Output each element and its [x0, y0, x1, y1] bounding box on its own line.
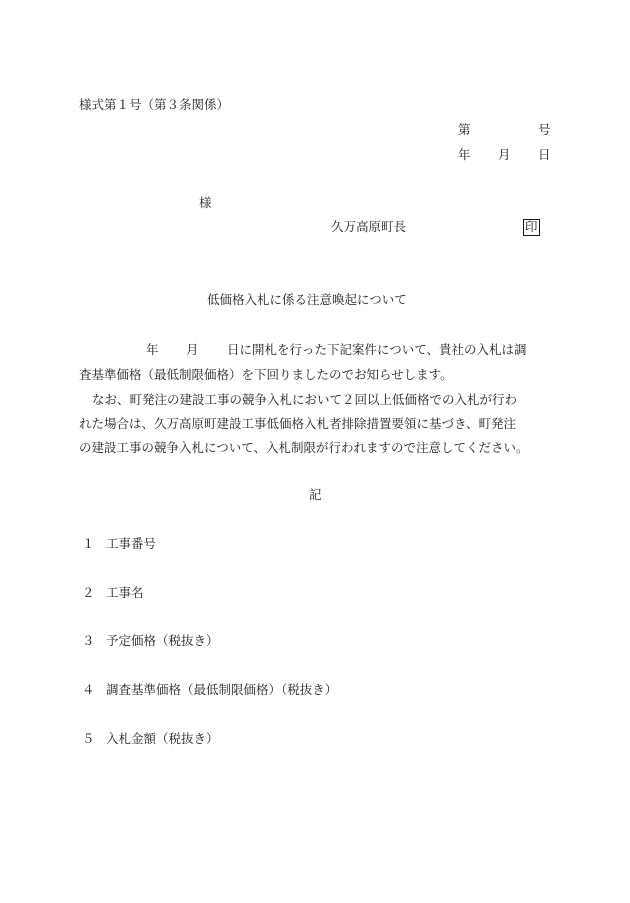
item-number: ５: [82, 731, 95, 746]
body-date-month: 月: [186, 342, 199, 357]
item-label: 調査基準価格（最低制限価格）（税抜き）: [106, 682, 338, 697]
item-label: 工事名: [106, 585, 144, 600]
body-line1-rest: に開札を行った下記案件について、貴社の入札は調: [239, 342, 527, 357]
body-line-2: 査基準価格（最低制限価格）を下回りましたのでお知らせします。: [79, 367, 453, 382]
item-label: 工事番号: [106, 536, 157, 551]
form-label: 様式第１号（第３条関係）: [79, 97, 230, 112]
item-label: 予定価格（税抜き）: [106, 633, 219, 648]
item-number: ３: [82, 633, 95, 648]
body-date-day: [227, 344, 527, 357]
date-day: 日: [538, 147, 551, 162]
addressee-suffix: 様: [199, 195, 212, 210]
item-number: ４: [82, 682, 95, 697]
ki-heading: 記: [309, 487, 322, 502]
item-number: ２: [82, 585, 95, 600]
document-title: 低価格入札に係る注意喚起について: [207, 292, 407, 307]
body-para2-line-3: の建設工事の競争入札について、入札制限が行われますので注意してください。: [79, 440, 529, 455]
date-year: 年: [458, 147, 471, 162]
seal-text: 印: [525, 219, 538, 234]
body-para2-line-2: れた場合は、久万高原町建設工事低価格入札者排除措置要領に基づき、町発注: [79, 416, 517, 431]
body-date-day-label: 日: [227, 342, 240, 357]
item-label: 入札金額（税抜き）: [106, 731, 219, 746]
date-month: 月: [498, 147, 511, 162]
body-para2-line-1: なお、町発注の建設工事の競争入札において２回以上低価格での入札が行わ: [92, 392, 518, 407]
body-date-year: 年: [146, 342, 159, 357]
item-number: １: [82, 536, 95, 551]
doc-number-prefix: 第: [458, 122, 471, 137]
doc-number-suffix: 号: [538, 122, 551, 137]
sender-name: 久万高原町長: [331, 219, 407, 234]
seal-mark: [523, 219, 540, 236]
